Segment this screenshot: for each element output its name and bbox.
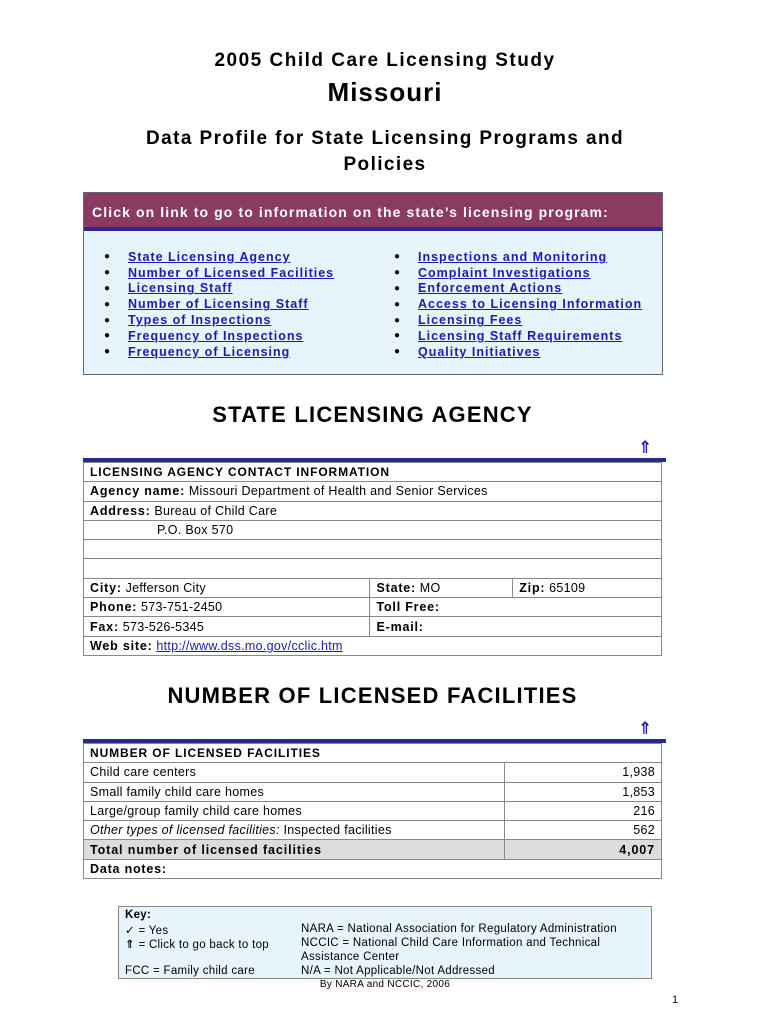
state-label: State: <box>376 580 417 595</box>
nav-item <box>394 344 642 360</box>
fax-cell <box>84 617 370 636</box>
table-row <box>84 801 662 820</box>
table-row <box>84 501 662 520</box>
key-nccic-cont: Assistance Center <box>301 951 400 963</box>
link-enforcement-actions[interactable]: Enforcement Actions <box>418 281 563 296</box>
city-label: City: <box>90 580 122 595</box>
licensed-facilities-table <box>83 743 662 879</box>
link-complaint-investigations[interactable]: Complaint Investigations <box>418 265 591 280</box>
total-value: 4,007 <box>504 840 662 859</box>
key-back-to-top-text: = Click to go back to top <box>138 939 269 951</box>
bullet-icon: ● <box>394 282 402 294</box>
table-row <box>84 859 662 878</box>
bullet-icon: ● <box>394 267 402 279</box>
total-label: Total number of licensed facilities <box>84 840 505 859</box>
row-label: Large/group family child care homes <box>84 801 505 820</box>
row-label: Child care centers <box>84 763 505 782</box>
link-licensing-staff[interactable]: Licensing Staff <box>128 281 233 296</box>
website-cell <box>84 636 662 655</box>
link-quality-initiatives[interactable]: Quality Initiatives <box>418 344 541 359</box>
phone-cell <box>84 598 370 617</box>
key-yes-text: = Yes <box>138 925 169 937</box>
other-label-italic: Other types of licensed facilities: <box>90 823 280 838</box>
nav-item <box>394 312 642 328</box>
toll-free-label: Toll Free: <box>376 600 440 615</box>
city-cell <box>84 578 370 597</box>
nav-item <box>104 296 334 312</box>
table-row <box>84 636 662 655</box>
key-back-to-top <box>125 937 269 951</box>
up-arrow-icon: ⇑ <box>125 939 135 951</box>
bullet-icon: ● <box>394 298 402 310</box>
table-row <box>84 463 662 482</box>
bullet-icon: ● <box>104 251 112 263</box>
table-row <box>84 821 662 840</box>
state-cell <box>370 578 513 597</box>
state-title: Missouri <box>327 77 443 107</box>
study-title: 2005 Child Care Licensing Study <box>214 50 556 71</box>
link-frequency-of-licensing[interactable]: Frequency of Licensing <box>128 344 291 359</box>
link-access-to-licensing-information[interactable]: Access to Licensing Information <box>418 297 643 312</box>
bullet-icon: ● <box>104 282 112 294</box>
nav-item <box>104 281 334 297</box>
back-to-top-icon[interactable]: ⇑ <box>638 719 653 738</box>
page-number: 1 <box>672 994 679 1006</box>
address-label: Address: <box>90 503 151 518</box>
row-value: 1,938 <box>504 763 662 782</box>
bullet-icon: ● <box>394 330 402 342</box>
link-licensing-fees[interactable]: Licensing Fees <box>418 313 523 328</box>
footer-credit: By NARA and NCCIC, 2006 <box>319 979 451 990</box>
email-label: E-mail: <box>376 619 424 634</box>
table-row <box>84 540 662 559</box>
zip-label: Zip: <box>519 580 546 595</box>
table-row <box>84 520 662 539</box>
agency-name-label: Agency name: <box>90 484 186 499</box>
table-row <box>84 559 662 578</box>
back-to-top-icon[interactable]: ⇑ <box>638 438 653 457</box>
link-licensing-staff-requirements[interactable]: Licensing Staff Requirements <box>418 328 623 343</box>
table-row <box>84 744 662 763</box>
navigation-box <box>83 192 663 375</box>
data-notes-label: Data notes: <box>84 859 662 878</box>
other-facilities-label <box>84 821 505 840</box>
website-label: Web site: <box>90 638 153 653</box>
link-number-of-licensed-facilities[interactable]: Number of Licensed Facilities <box>128 265 335 280</box>
address-line2-cell <box>84 520 662 539</box>
row-value: 1,853 <box>504 782 662 801</box>
link-state-licensing-agency[interactable]: State Licensing Agency <box>128 249 291 264</box>
empty-cell <box>84 540 662 559</box>
bullet-icon: ● <box>104 298 112 310</box>
nav-item <box>104 344 334 360</box>
nav-item <box>394 265 642 281</box>
agency-name-cell <box>84 482 662 501</box>
table-header: LICENSING AGENCY CONTACT INFORMATION <box>84 463 662 482</box>
nav-item <box>104 265 334 281</box>
nav-header: Click on link to go to information on the state’s licensing program: <box>84 193 662 231</box>
table-row <box>84 782 662 801</box>
website-link[interactable]: http://www.dss.mo.gov/cclic.htm <box>156 638 343 653</box>
row-value: 562 <box>504 821 662 840</box>
nav-item <box>104 328 334 344</box>
bullet-icon: ● <box>394 346 402 358</box>
address-cell <box>84 501 662 520</box>
bullet-icon: ● <box>104 314 112 326</box>
link-inspections-and-monitoring[interactable]: Inspections and Monitoring <box>418 249 608 264</box>
row-label: Small family child care homes <box>84 782 505 801</box>
page-subtitle: Data Profile for State Licensing Programs and Policies <box>146 128 624 175</box>
zip-value: 65109 <box>549 580 586 595</box>
link-types-of-inspections[interactable]: Types of Inspections <box>128 313 272 328</box>
nav-item <box>104 249 334 265</box>
city-value: Jefferson City <box>125 580 206 595</box>
bullet-icon: ● <box>104 267 112 279</box>
key-title: Key: <box>125 909 152 921</box>
link-frequency-of-inspections[interactable]: Frequency of Inspections <box>128 328 304 343</box>
nav-item <box>104 312 334 328</box>
table-row <box>84 617 662 636</box>
nav-links-right <box>394 249 642 360</box>
nav-item <box>394 296 642 312</box>
nav-item <box>394 328 642 344</box>
table-row <box>84 598 662 617</box>
key-box <box>118 906 652 979</box>
nav-item <box>394 281 642 297</box>
section-heading-agency: STATE LICENSING AGENCY <box>212 402 533 427</box>
agency-contact-table <box>83 462 662 656</box>
fax-label: Fax: <box>90 619 119 634</box>
nav-links-left <box>104 249 334 360</box>
check-icon: ✓ <box>125 925 135 937</box>
row-value: 216 <box>504 801 662 820</box>
key-na: N/A = Not Applicable/Not Addressed <box>301 965 495 977</box>
link-number-of-licensing-staff[interactable]: Number of Licensing Staff <box>128 297 309 312</box>
bullet-icon: ● <box>104 330 112 342</box>
address-line1: Bureau of Child Care <box>154 503 278 518</box>
table-row <box>84 763 662 782</box>
phone-label: Phone: <box>90 600 138 615</box>
total-row <box>84 840 662 859</box>
table-row <box>84 578 662 597</box>
zip-cell <box>513 578 662 597</box>
nav-item <box>394 249 642 265</box>
fax-value: 573-526-5345 <box>122 619 205 634</box>
state-value: MO <box>419 580 441 595</box>
phone-value: 573-751-2450 <box>140 600 223 615</box>
email-cell <box>370 617 662 636</box>
key-fcc: FCC = Family child care <box>125 965 255 977</box>
toll-free-cell <box>370 598 662 617</box>
bullet-icon: ● <box>104 346 112 358</box>
other-label-rest: Inspected facilities <box>279 823 392 838</box>
agency-name-value: Missouri Department of Health and Senior Services <box>188 484 488 499</box>
key-nara: NARA = National Association for Regulatory Administration <box>301 923 617 935</box>
bullet-icon: ● <box>394 251 402 263</box>
table-row <box>84 482 662 501</box>
key-yes <box>125 923 168 937</box>
key-nccic: NCCIC = National Child Care Information and Technical <box>301 937 601 949</box>
empty-cell <box>84 559 662 578</box>
section-heading-facilities: NUMBER OF LICENSED FACILITIES <box>167 683 578 708</box>
table-header: NUMBER OF LICENSED FACILITIES <box>84 744 662 763</box>
bullet-icon: ● <box>394 314 402 326</box>
address-line2: P.O. Box 570 <box>157 523 234 538</box>
